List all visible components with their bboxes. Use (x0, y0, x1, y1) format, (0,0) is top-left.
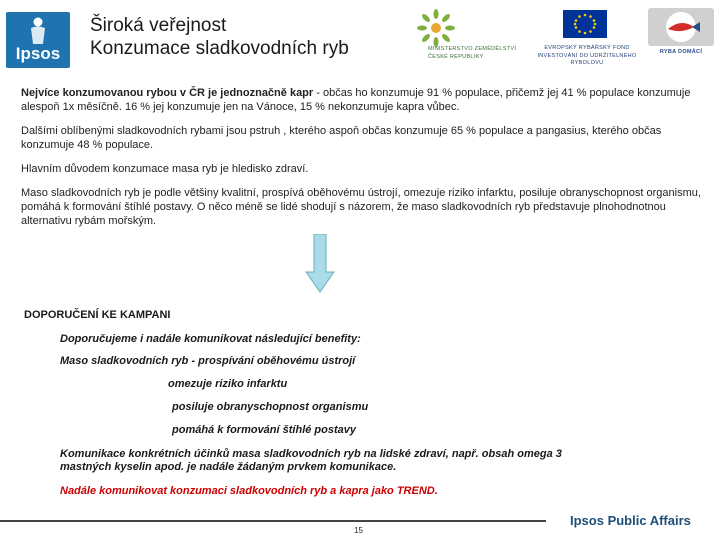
benefit-immunity: posiluje obranyschopnost organismu (172, 401, 369, 413)
title-line-1: Široká veřejnost (90, 15, 227, 36)
benefit-infarct: omezuje riziko infarktu (168, 378, 288, 390)
benefit-slim-figure: pomáhá k formování štíhlé postavy (172, 424, 356, 436)
recommendation-heading: DOPORUČENÍ KE KAMPANI (24, 309, 171, 321)
recommendation-omega3-line2: mastných kyselin apod. je nadále žádaným prvkem komunikace. (60, 461, 397, 473)
eu-flag-icon (563, 10, 607, 38)
recommendation-omega3 (60, 448, 562, 474)
title-line-2: Konzumace sladkovodních ryb (90, 38, 349, 59)
fish-icon (648, 8, 714, 46)
paragraph-quality: Maso sladkovodních ryb je podle většiny kvalitní, prospívá oběhovému ústrojí, omezuje riziko infarktu, posiluje obranyschopnost organismu, pomáhá k formování štíhlé postavy. O něco méně se lidé shodují s názorem, že maso sladkovodních ryb představuje plnohodnotnou alternativu rybám mořským. (21, 187, 701, 227)
ministry-emblem-icon (416, 8, 456, 48)
footer-divider (0, 520, 546, 522)
ryba-domaci-logo (648, 8, 714, 54)
paragraph-carp-bold: Nejvíce konzumovanou rybou v ČR je jednoznačně kapr (21, 87, 314, 99)
eu-fund-logo (534, 8, 640, 66)
eu-caption-3: RYBOLOVU (570, 60, 604, 66)
footer-brand: Ipsos Public Affairs (570, 513, 691, 528)
eu-caption-1: EVROPSKÝ RYBÁŘSKÝ FOND (544, 45, 630, 51)
summary-text (21, 86, 701, 238)
page-number: 15 (354, 526, 363, 535)
paragraph-carp (21, 86, 701, 114)
ministry-caption-1: MINISTERSTVO ZEMĚDĚLSTVÍ (428, 46, 517, 52)
down-arrow-icon (305, 234, 335, 294)
benefit-circulatory: Maso sladkovodních ryb - prospívání oběhovému ústrojí (60, 355, 356, 367)
eu-caption-2: INVESTOVÁNÍ DO UDRŽITELNÉHO (537, 53, 637, 59)
ministry-logo (412, 8, 530, 66)
recommendation-intro: Doporučujeme i nadále komunikovat následující benefity: (60, 333, 361, 345)
ipsos-logo-text: Ipsos (15, 44, 61, 63)
recommendation-omega3-line1: Komunikace konkrétních účinků masa sladkovodních ryb na lidské zdraví, např. obsah omega 3 (60, 448, 562, 460)
recommendation-trend: Nadále komunikovat konzumaci sladkovodních ryb a kapra jako TREND. (60, 485, 438, 497)
fish-logo-background (648, 8, 714, 46)
paragraph-other-fish: Dalšími oblíbenými sladkovodních rybami jsou pstruh , kterého aspoň občas konzumuje 65 % populace a pangasius, kterého občas konzumuje 48 % populace. (21, 125, 662, 151)
page-title (90, 14, 349, 60)
paragraph-health: Hlavním důvodem konzumace masa ryb je hledisko zdraví. (21, 163, 309, 175)
ipsos-logo (6, 12, 70, 68)
ipsos-figure-icon (28, 17, 48, 45)
fish-caption: RYBA DOMÁCÍ (659, 49, 703, 55)
paragraph-carp-rest: - občas ho konzumuje 91 % populace, přičemž jej 41 % populace konzumuje alespoň 1x měsíčně. 16 % jej konzumuje jen na Vánoce, 15 % nekonzumuje kapra vůbec. (21, 87, 691, 113)
ministry-caption-2: ČESKÉ REPUBLIKY (428, 54, 484, 60)
